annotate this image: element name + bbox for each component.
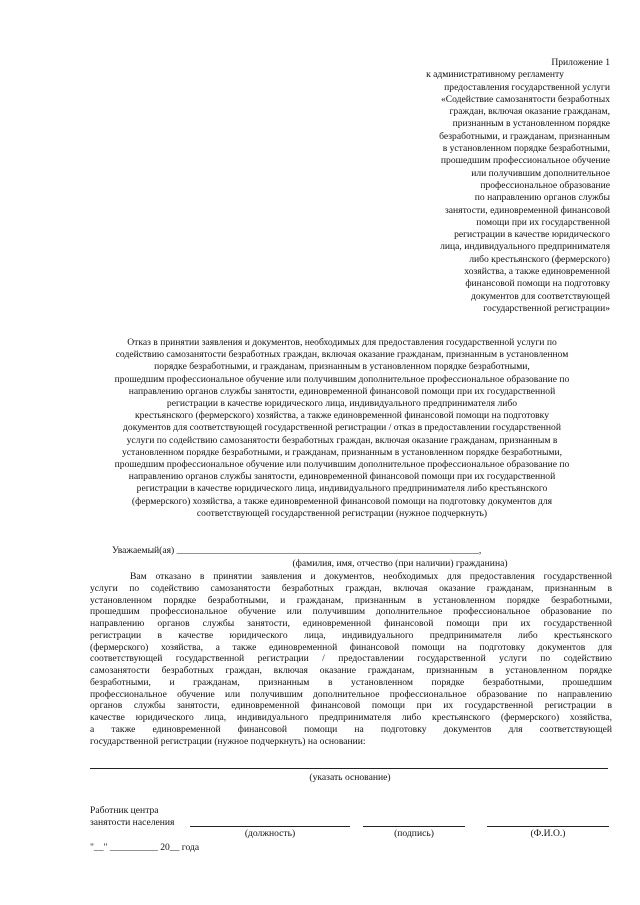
date-line[interactable]: "__" __________ 20__ года [90, 842, 200, 853]
appendix-line: безработными, и гражданам, признанным [439, 130, 610, 142]
title-line: услуги по содействию самозанятости безработных граждан, включая оказание гражданам, признанным в [126, 434, 558, 446]
recipient-name-blank[interactable]: _______________________________________________________________, [176, 545, 482, 556]
appendix-line: финансовой помощи на подготовку [465, 278, 610, 290]
refusal-body [90, 571, 612, 747]
body-line: органов службы занятости, единовременной финансовой помощи при их государственной регистрации в [90, 700, 612, 712]
full-name-blank-line[interactable] [487, 826, 609, 827]
signature-hint: (подпись) [394, 828, 434, 839]
greeting-label: Уважаемый(ая) [112, 545, 177, 556]
appendix-line: профессиональное образование [480, 179, 610, 191]
appendix-line: или получившим дополнительное [471, 167, 610, 179]
position-hint: (должность) [244, 828, 296, 839]
title-line: Отказ в принятии заявления и документов, необходимых для предоставления государственной услуги по [127, 337, 557, 348]
body-line: (фермерского) хозяйства, а также единовременной финансовой помощи на подготовку документов для [90, 641, 612, 653]
appendix-line: граждан, включая оказание гражданам, [449, 106, 610, 118]
appendix-line: признанным в установленном порядке [452, 118, 610, 130]
body-line: установленном порядке безработными, и гражданам, признанным в установленном порядке безработными, [90, 594, 612, 606]
reason-blank-line[interactable] [90, 768, 608, 769]
title-line: (фермерского) хозяйства, а также единовременной финансовой помощи на подготовку документов для [131, 495, 553, 507]
appendix-line: хозяйства, а также единовременной [464, 266, 610, 278]
appendix-line: «Содействие самозанятости безработных [440, 93, 610, 105]
title-line: установленном порядке безработными, и гражданам, признанным в установленном порядке безработными, [121, 446, 563, 458]
appendix-line: Приложение 1 [551, 57, 610, 68]
appendix-line: государственной регистрации» [483, 302, 610, 314]
appendix-line: прошедшим профессиональное обучение [440, 155, 610, 167]
title-line: регистрации в качестве юридического лица, индивидуального предпринимателя либо крестьянского [136, 483, 548, 495]
appendix-line: лица, индивидуального предпринимателя [440, 241, 610, 253]
title-line: прошедшим профессиональное обучение или получившим дополнительное профессиональное образование по [114, 373, 570, 385]
body-line: самозанятости безработных граждан, включая оказание гражданам, признанным в установленном порядке [90, 665, 612, 676]
body-line: услуги по содействию самозанятости безработных граждан, включая оказание гражданам, признанным в [90, 582, 612, 594]
appendix-line: в установленном порядке безработными, [442, 143, 610, 155]
body-line: регистрации в качестве юридического лица, индивидуального предпринимателя либо крестьянского [90, 629, 612, 641]
appendix-line: документов для соответствующей [471, 290, 610, 302]
worker-label-line1: Работник центра [90, 805, 159, 816]
title-line: порядке безработными, и гражданам, признанным в установленном порядке безработными, [154, 361, 530, 373]
body-line: прошедшим профессиональное обучение или получившим дополнительное профессиональное образование по [90, 606, 612, 618]
body-line: Вам отказано в принятии заявления и документов, необходимых для предоставления государственной [130, 571, 612, 582]
title-line: документов для соответствующей государственной регистрации / отказ в предоставлении государственной [123, 422, 561, 434]
body-line: государственной регистрации (нужное подчеркнуть) на основании: [90, 735, 366, 747]
body-line: безработными, и гражданам, признанным в установленном порядке безработными, прошедшим [90, 676, 612, 688]
body-line: направлению органов службы занятости, единовременной финансовой помощи при их государственной [90, 618, 612, 629]
body-line: качестве юридического лица, индивидуального предпринимателя либо крестьянского (фермерского) хозяйства, [90, 712, 612, 723]
appendix-line: либо крестьянского (фермерского) [469, 253, 610, 265]
appendix-line: занятости, единовременной финансовой [445, 204, 610, 216]
title-line: направлению органов службы занятости, единовременной финансовой помощи при их государственной [128, 471, 556, 483]
signature-blank-line[interactable] [363, 826, 465, 827]
body-line: а также единовременной финансовой помощи на подготовку документов для соответствующей [90, 723, 612, 735]
reason-hint: (указать основание) [309, 772, 391, 783]
greeting [112, 545, 612, 557]
appendix-line: к административному регламенту [426, 69, 564, 81]
appendix-header [380, 57, 610, 315]
body-line: профессиональное обучение или получившим дополнительное профессиональное образование по направлению [90, 688, 612, 700]
document-title [80, 337, 604, 520]
title-line: регистрации в качестве юридического лица, индивидуального предпринимателя либо [166, 398, 518, 410]
worker-label-line2: занятости населения [90, 817, 175, 828]
body-line: соответствующей государственной регистрации / предоставлении государственной услуги по содействию [90, 653, 612, 665]
position-blank-line[interactable] [190, 826, 350, 827]
greeting-hint: (фамилия, имя, отчество (при наличии) гражданина) [292, 558, 508, 569]
appendix-line: помощи при их государственной [476, 216, 610, 228]
appendix-line: по направлению органов службы [474, 192, 610, 204]
appendix-line: регистрации в качестве юридического [454, 229, 610, 241]
title-line: направлению органов службы занятости, единовременной финансовой помощи при их государственной [128, 385, 556, 397]
full-name-hint: (Ф.И.О.) [530, 828, 566, 839]
title-line: прошедшим профессиональное обучение или получившим дополнительное профессиональное образование по [114, 459, 570, 471]
title-line: содействию самозанятости безработных граждан, включая оказание гражданам, признанным в установленном [115, 349, 569, 361]
title-line: крестьянского (фермерского) хозяйства, а также единовременной финансовой помощи на подготовку [135, 410, 549, 422]
title-line: соответствующей государственной регистрации (нужное подчеркнуть) [196, 507, 488, 519]
appendix-line: предоставления государственной услуги [444, 81, 610, 93]
